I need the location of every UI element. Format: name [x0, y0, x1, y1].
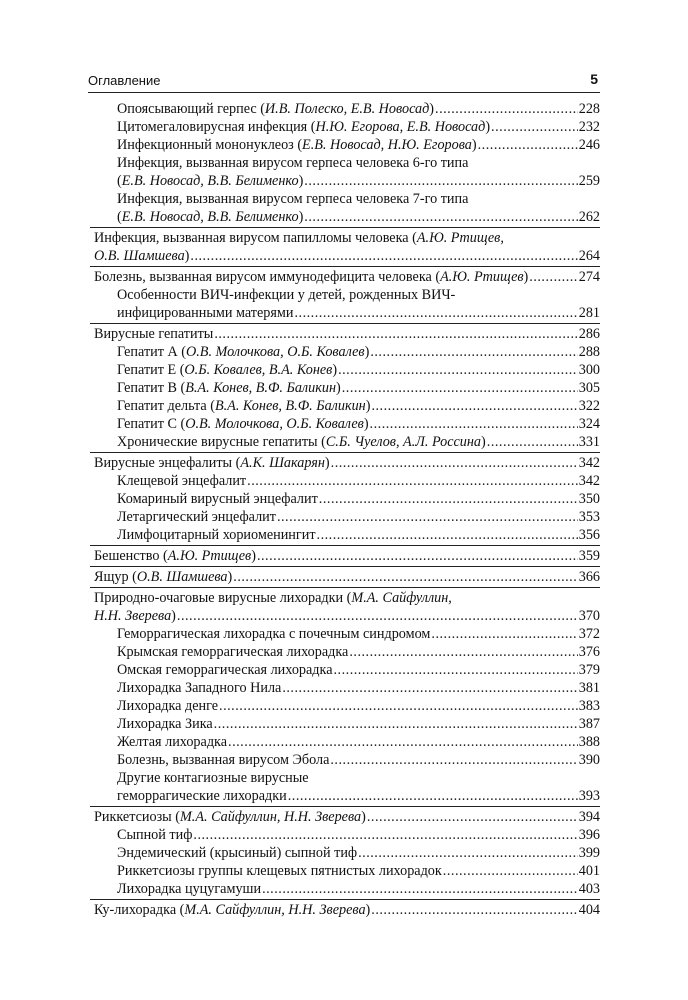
entry-paren: )	[361, 809, 366, 825]
entry-author: О.В. Шамшева	[136, 569, 228, 585]
entry-page-number: 383	[578, 698, 600, 714]
entry-author: В.А. Конев, В.Ф. Баликин	[214, 398, 366, 414]
section-divider	[90, 566, 600, 567]
entry-author: Е.В. Новосад, Н.Ю. Егорова	[302, 137, 472, 153]
entry-page-number: 404	[578, 902, 600, 918]
entry-title: Ящур (	[94, 569, 137, 585]
dot-leader	[319, 490, 578, 508]
dot-leader	[487, 433, 578, 451]
entry-title-continued: геморрагические лихорадки	[117, 788, 287, 804]
toc-entry[interactable]	[90, 901, 600, 919]
dot-leader	[334, 661, 578, 679]
entry-page-number: 381	[578, 680, 600, 696]
dot-leader	[317, 526, 578, 544]
entry-paren: )	[471, 137, 477, 153]
dot-leader	[478, 136, 578, 154]
dot-leader	[262, 880, 578, 898]
dot-leader	[371, 397, 577, 415]
entry-paren: (	[117, 209, 122, 225]
entry-paren: )	[251, 548, 256, 564]
entry-page-number: 228	[578, 101, 600, 117]
entry-paren: )	[184, 248, 190, 264]
toc-entry[interactable]	[90, 229, 600, 265]
section-divider	[90, 323, 600, 324]
entry-page-number: 264	[578, 248, 600, 264]
entry-title: Гепатит В (	[117, 380, 186, 396]
entry-title: Риккетсиозы (	[94, 809, 180, 825]
entry-paren: )	[171, 608, 176, 624]
entry-author: А.К. Шакарян	[240, 455, 325, 471]
section-divider	[90, 545, 600, 546]
toc-entry[interactable]	[90, 154, 600, 190]
entry-paren: )	[485, 119, 491, 135]
toc-entry[interactable]	[90, 715, 600, 733]
entry-title: Сыпной тиф	[117, 827, 193, 843]
entry-paren: )	[364, 344, 370, 360]
dot-leader	[491, 118, 578, 136]
toc-entry[interactable]	[90, 661, 600, 679]
section-divider	[90, 587, 600, 588]
entry-paren: )	[429, 101, 435, 117]
entry-paren: )	[481, 434, 486, 450]
toc-entry[interactable]	[90, 343, 600, 361]
toc-entry[interactable]	[90, 625, 600, 643]
entry-title: Летаргический энцефалит	[117, 509, 276, 525]
entry-title: Хронические вирусные гепатиты (	[117, 434, 326, 450]
entry-page-number: 387	[578, 716, 600, 732]
entry-page-number: 376	[578, 644, 600, 660]
entry-title: Инфекция, вызванная вирусом папилломы человека (	[94, 230, 417, 246]
entry-page-number: 388	[578, 734, 600, 750]
dot-leader	[431, 625, 577, 643]
entry-paren: )	[227, 569, 233, 585]
entry-paren: )	[523, 269, 529, 285]
toc-entry[interactable]	[90, 433, 600, 451]
section-divider	[90, 452, 600, 453]
toc-entry[interactable]	[90, 568, 600, 586]
entry-title: Болезнь, вызванная вирусом иммунодефицита человека (	[94, 269, 441, 285]
entry-paren: )	[363, 416, 369, 432]
entry-title: Инфекция, вызванная вирусом герпеса человека 7-го типа	[117, 191, 469, 207]
entry-page-number: 274	[578, 269, 600, 285]
entry-page-number: 324	[578, 416, 600, 432]
entry-author: О.Б. Ковалев, В.А. Конев	[184, 362, 333, 378]
entry-page-number: 370	[578, 608, 600, 624]
entry-page-number: 322	[578, 398, 600, 414]
dot-leader	[443, 862, 578, 880]
entry-title: Риккетсиозы группы клещевых пятнистых лихорадок	[117, 863, 442, 879]
dot-leader	[214, 325, 577, 343]
entry-paren: )	[298, 209, 304, 225]
section-divider	[90, 806, 600, 807]
entry-title: Лимфоцитарный хориоменингит	[117, 527, 316, 543]
entry-title: Омская геморрагическая лихорадка	[117, 662, 333, 678]
entry-title: Природно-очаговые вирусные лихорадки (	[94, 590, 352, 606]
entry-page-number: 300	[578, 362, 600, 378]
section-divider	[90, 227, 600, 228]
toc-entry[interactable]	[90, 268, 600, 286]
entry-title: Крымская геморрагическая лихорадка	[117, 644, 349, 660]
section-divider	[90, 266, 600, 267]
dot-leader	[304, 208, 577, 226]
entry-author: Н.Н. Зверева	[94, 608, 172, 624]
dot-leader	[370, 415, 578, 433]
entry-title: Комариный вирусный энцефалит	[117, 491, 318, 507]
dot-leader	[228, 733, 578, 751]
dot-leader	[358, 844, 578, 862]
dot-leader	[247, 472, 578, 490]
dot-leader	[288, 787, 578, 805]
entry-title: Лихорадка денге	[117, 698, 219, 714]
toc-entry[interactable]	[90, 826, 600, 844]
toc-entry[interactable]	[90, 733, 600, 751]
dot-leader	[338, 361, 578, 379]
entry-page-number: 259	[578, 173, 600, 189]
toc-entry[interactable]	[90, 100, 600, 118]
toc-entry[interactable]	[90, 769, 600, 805]
entry-paren: )	[335, 380, 341, 396]
entry-page-number: 331	[578, 434, 600, 450]
entry-page-number: 342	[578, 473, 600, 489]
toc-entry[interactable]	[90, 589, 600, 625]
toc-entry[interactable]	[90, 679, 600, 697]
entry-title: Гепатит А (	[117, 344, 186, 360]
dot-leader	[370, 343, 577, 361]
dot-leader	[342, 379, 578, 397]
entry-page-number: 342	[578, 455, 600, 471]
dot-leader	[177, 607, 578, 625]
toc-entry[interactable]	[90, 379, 600, 397]
entry-author: В.А. Конев, В.Ф. Баликин	[185, 380, 336, 396]
entry-title: Другие контагиозные вирусные	[117, 770, 309, 786]
dot-leader	[193, 826, 577, 844]
entry-author: М.А. Сайфуллин,	[351, 590, 452, 606]
toc-entry[interactable]	[90, 508, 600, 526]
entry-title: Ку-лихорадка (	[94, 902, 185, 918]
entry-title: Особенности ВИЧ-инфекции у детей, рожденных ВИЧ-	[117, 287, 456, 303]
dot-leader	[331, 454, 578, 472]
dot-leader	[233, 568, 577, 586]
entry-title: Лихорадка Зика	[117, 716, 213, 732]
entry-page-number: 366	[578, 569, 600, 585]
entry-page-number: 232	[578, 119, 600, 135]
toc-entry[interactable]	[90, 415, 600, 433]
entry-paren: )	[298, 173, 304, 189]
entry-title: Бешенство (	[94, 548, 168, 564]
entry-paren: )	[365, 398, 371, 414]
entry-author: М.А. Сайфуллин, Н.Н. Зверева	[179, 809, 362, 825]
dot-leader	[214, 715, 578, 733]
running-head	[88, 70, 598, 92]
entry-title-continued: инфицированными матерями	[117, 305, 294, 321]
entry-title: Вирусные гепатиты	[94, 326, 214, 342]
dot-leader	[349, 643, 577, 661]
dot-leader	[294, 304, 577, 322]
entry-author: А.Ю. Ртищев	[440, 269, 524, 285]
dot-leader	[277, 508, 578, 526]
dot-leader	[257, 547, 578, 565]
entry-title: Гепатит Е (	[117, 362, 185, 378]
section-title: Оглавление	[88, 73, 161, 88]
entry-author: А.Ю. Ртищев	[167, 548, 252, 564]
entry-page-number: 393	[578, 788, 600, 804]
toc-entry[interactable]	[90, 286, 600, 322]
entry-title: Гепатит С (	[117, 416, 186, 432]
entry-title: Цитомегаловирусная инфекция (	[117, 119, 316, 135]
dot-leader	[529, 268, 577, 286]
entry-paren: )	[324, 455, 330, 471]
toc-entry[interactable]	[90, 643, 600, 661]
toc-entry[interactable]	[90, 844, 600, 862]
entry-page-number: 286	[578, 326, 600, 342]
entry-page-number: 350	[578, 491, 600, 507]
entry-title: Инфекционный мононуклеоз (	[117, 137, 303, 153]
toc-entry[interactable]	[90, 808, 600, 826]
entry-author: А.Ю. Ртищев,	[416, 230, 504, 246]
entry-author: Е.В. Новосад, В.В. Белименко	[121, 209, 299, 225]
entry-page-number: 390	[578, 752, 600, 768]
entry-page-number: 379	[578, 662, 600, 678]
dot-leader	[304, 172, 577, 190]
entry-page-number: 356	[578, 527, 600, 543]
entry-paren: )	[332, 362, 338, 378]
dot-leader	[190, 247, 577, 265]
entry-title: Лихорадка цуцугамуши	[117, 881, 262, 897]
entry-title: Вирусные энцефалиты (	[94, 455, 241, 471]
entry-title: Болезнь, вызванная вирусом Эбола	[117, 752, 330, 768]
entry-author: И.В. Полеско, Е.В. Новосад	[264, 101, 430, 117]
entry-page-number: 353	[578, 509, 600, 525]
entry-title: Гепатит дельта (	[117, 398, 215, 414]
toc-entry[interactable]	[90, 118, 600, 136]
toc-entry[interactable]	[90, 397, 600, 415]
entry-title: Лихорадка Западного Нила	[117, 680, 282, 696]
entry-title: Геморрагическая лихорадка с почечным синдромом	[117, 626, 431, 642]
entry-page-number: 401	[578, 863, 600, 879]
toc-entry[interactable]	[90, 454, 600, 472]
entry-page-number: 281	[578, 305, 600, 321]
section-divider	[90, 899, 600, 900]
entry-title: Опоясывающий герпес (	[117, 101, 265, 117]
entry-page-number: 372	[578, 626, 600, 642]
toc-entry[interactable]	[90, 325, 600, 343]
entry-title: Клещевой энцефалит	[117, 473, 247, 489]
page-number: 5	[590, 71, 598, 87]
entry-author: О.В. Молочкова, О.Б. Ковалев	[186, 344, 365, 360]
entry-author: О.В. Шамшева	[94, 248, 185, 264]
toc-entry[interactable]	[90, 361, 600, 379]
entry-author: М.А. Сайфуллин, Н.Н. Зверева	[184, 902, 366, 918]
dot-leader	[371, 901, 577, 919]
entry-paren: )	[365, 902, 371, 918]
toc-entry[interactable]	[90, 697, 600, 715]
toc-entry[interactable]	[90, 862, 600, 880]
toc-entry[interactable]	[90, 190, 600, 226]
dot-leader	[367, 808, 578, 826]
toc-entry[interactable]	[90, 751, 600, 769]
entry-page-number: 288	[578, 344, 600, 360]
entry-page-number: 403	[578, 881, 600, 897]
toc-entry[interactable]	[90, 472, 600, 490]
header-rule	[88, 92, 600, 93]
entry-page-number: 246	[578, 137, 600, 153]
toc-entry[interactable]	[90, 547, 600, 565]
entry-title: Желтая лихорадка	[117, 734, 228, 750]
dot-leader	[219, 697, 578, 715]
entry-author: О.В. Молочкова, О.Б. Ковалев	[185, 416, 364, 432]
entry-title: Инфекция, вызванная вирусом герпеса человека 6-го типа	[117, 155, 469, 171]
toc-entry[interactable]	[90, 880, 600, 898]
entry-page-number: 262	[578, 209, 600, 225]
dot-leader	[282, 679, 577, 697]
entry-author: Н.Ю. Егорова, Е.В. Новосад	[315, 119, 486, 135]
entry-paren: (	[117, 173, 122, 189]
entry-page-number: 399	[578, 845, 600, 861]
toc-entry[interactable]	[90, 526, 600, 544]
entry-title: Эндемический (крысиный) сыпной тиф	[117, 845, 358, 861]
toc-entry[interactable]	[90, 136, 600, 154]
dot-leader	[435, 100, 578, 118]
entry-page-number: 394	[578, 809, 600, 825]
entry-page-number: 359	[578, 548, 600, 564]
toc-entry[interactable]	[90, 490, 600, 508]
entry-author: Е.В. Новосад, В.В. Белименко	[121, 173, 299, 189]
entry-page-number: 396	[578, 827, 600, 843]
entry-page-number: 305	[578, 380, 600, 396]
entry-author: С.Б. Чуелов, А.Л. Россина	[325, 434, 482, 450]
table-of-contents	[90, 100, 600, 919]
dot-leader	[330, 751, 577, 769]
